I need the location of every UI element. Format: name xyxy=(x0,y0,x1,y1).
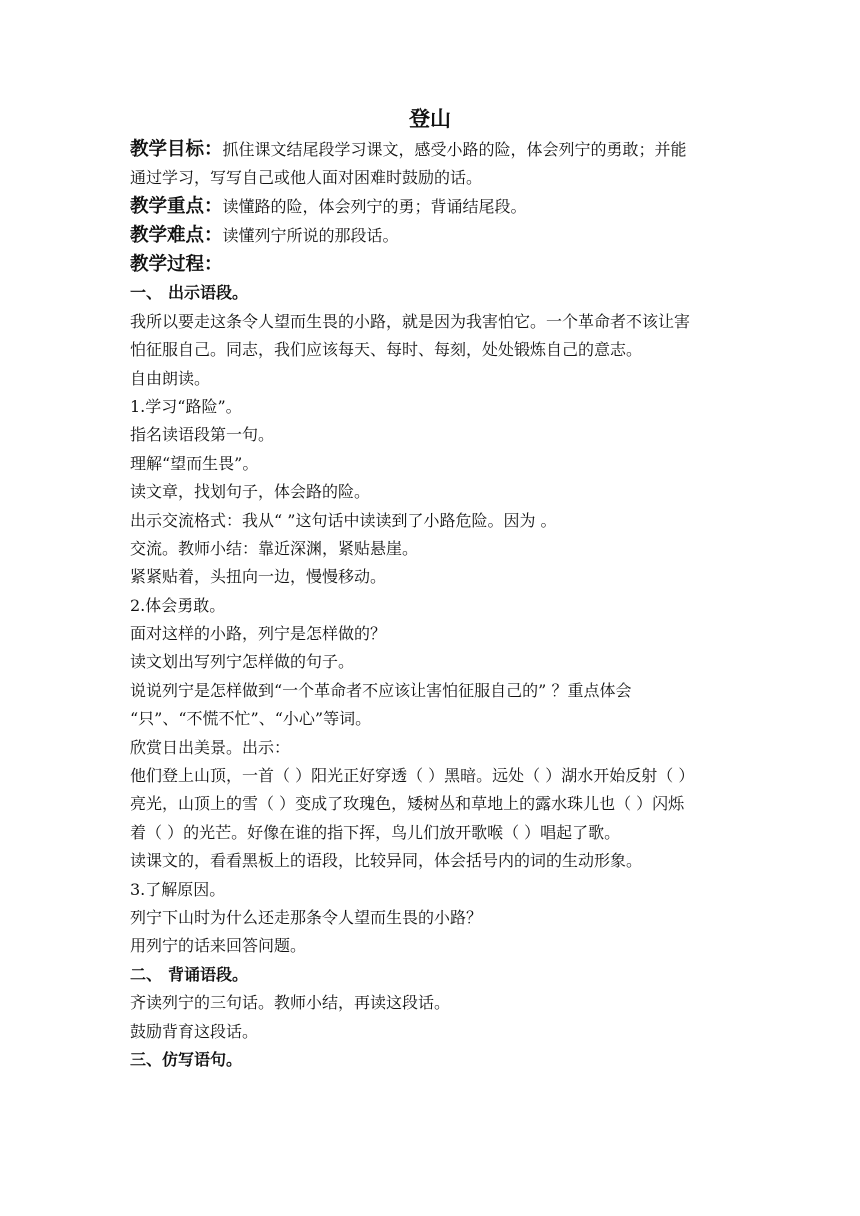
text-line: 读文章，找划句子，体会路的险。 xyxy=(130,482,371,502)
section-2-title: 背诵语段。 xyxy=(168,964,249,984)
text-line: 我所以要走这条令人望而生畏的小路，就是因为我害怕它。一个革命者不该让害 xyxy=(130,311,691,331)
page-title: 登山 xyxy=(409,106,451,131)
text-line: 欣赏日出美景。出示： xyxy=(130,737,291,757)
text-line: 齐读列宁的三句话。教师小结，再读这段话。 xyxy=(130,993,451,1013)
text-line: 读课文的，看看黑板上的语段，比较异同，体会括号内的词的生动形象。 xyxy=(130,851,643,871)
teaching-difficulty xyxy=(130,221,735,250)
text-line: 紧紧贴着，头扭向一边，慢慢移动。 xyxy=(130,567,387,587)
teaching-focus-label: 教学重点： xyxy=(130,196,223,218)
text-line: 面对这样的小路，列宁是怎样做的？ xyxy=(130,624,387,644)
teaching-focus xyxy=(130,192,735,221)
teaching-focus-text: 读懂路的险，体会列宁的勇；背诵结尾段。 xyxy=(222,197,527,217)
teaching-goal-cont: 通过学习，写写自己或他人面对困难时鼓励的话。 xyxy=(130,168,483,187)
teaching-difficulty-label: 教学难点： xyxy=(130,225,223,247)
text-line: 3.了解原因。 xyxy=(130,879,226,899)
section-1-heading xyxy=(130,279,735,307)
document-body xyxy=(130,135,735,1074)
teaching-process-label: 教学过程： xyxy=(130,254,223,276)
teaching-goal-label: 教学目标： xyxy=(130,139,223,160)
text-line: 他们登上山顶，一首（ ）阳光正好穿透（ ）黑暗。远处（ ）湖水开始反射（ ） xyxy=(130,766,695,786)
text-line: 交流。教师小结：靠近深渊，紧贴悬崖。 xyxy=(130,538,419,558)
section-2-number: 二、 xyxy=(130,964,163,984)
text-line: 着（ ）的光芒。好像在谁的指下挥，鸟儿们放开歌喉（ ）唱起了歌。 xyxy=(130,822,621,842)
text-line: 读文划出写列宁怎样做的句子。 xyxy=(130,652,355,672)
text-line: 亮光，山顶上的雪（ ）变成了玫瑰色，矮树丛和草地上的露水珠儿也（ ）闪烁 xyxy=(130,794,685,814)
text-line: 指名读语段第一句。 xyxy=(130,425,275,445)
text-line: 说说列宁是怎样做到“一个革命者不应该让害怕征服自己的” ？重点体会 xyxy=(130,680,632,700)
section-1-number: 一、 xyxy=(130,283,163,303)
text-line: “只”、“不慌不忙”、“小心”等词。 xyxy=(130,709,372,729)
teaching-goal-text: 抓住课文结尾段学习课文，感受小路的险，体会列宁的勇敢；并能 xyxy=(222,140,687,159)
text-line: 出示交流格式：我从“ ”这句话中读读到了小路危险。因为 。 xyxy=(130,510,557,530)
text-line: 怕征服自己。同志，我们应该每天、每时、每刻，处处锻炼自己的意志。 xyxy=(130,340,643,360)
text-line: 2.体会勇敢。 xyxy=(130,595,226,615)
section-1-title: 出示语段。 xyxy=(168,283,249,303)
text-line: 理解“望而生畏”。 xyxy=(130,453,259,473)
teaching-goal xyxy=(130,135,735,164)
section-2-heading xyxy=(130,961,735,989)
text-line: 1.学习“路险”。 xyxy=(130,396,242,416)
text-line: 鼓励背育这段话。 xyxy=(130,1021,259,1041)
text-line: 列宁下山时为什么还走那条令人望而生畏的小路？ xyxy=(130,907,483,927)
section-3-heading: 三、仿写语句。 xyxy=(130,1049,243,1069)
text-line: 自由朗读。 xyxy=(130,368,211,388)
teaching-difficulty-text: 读懂列宁所说的那段话。 xyxy=(222,226,399,246)
text-line: 用列宁的话来回答问题。 xyxy=(130,936,307,956)
